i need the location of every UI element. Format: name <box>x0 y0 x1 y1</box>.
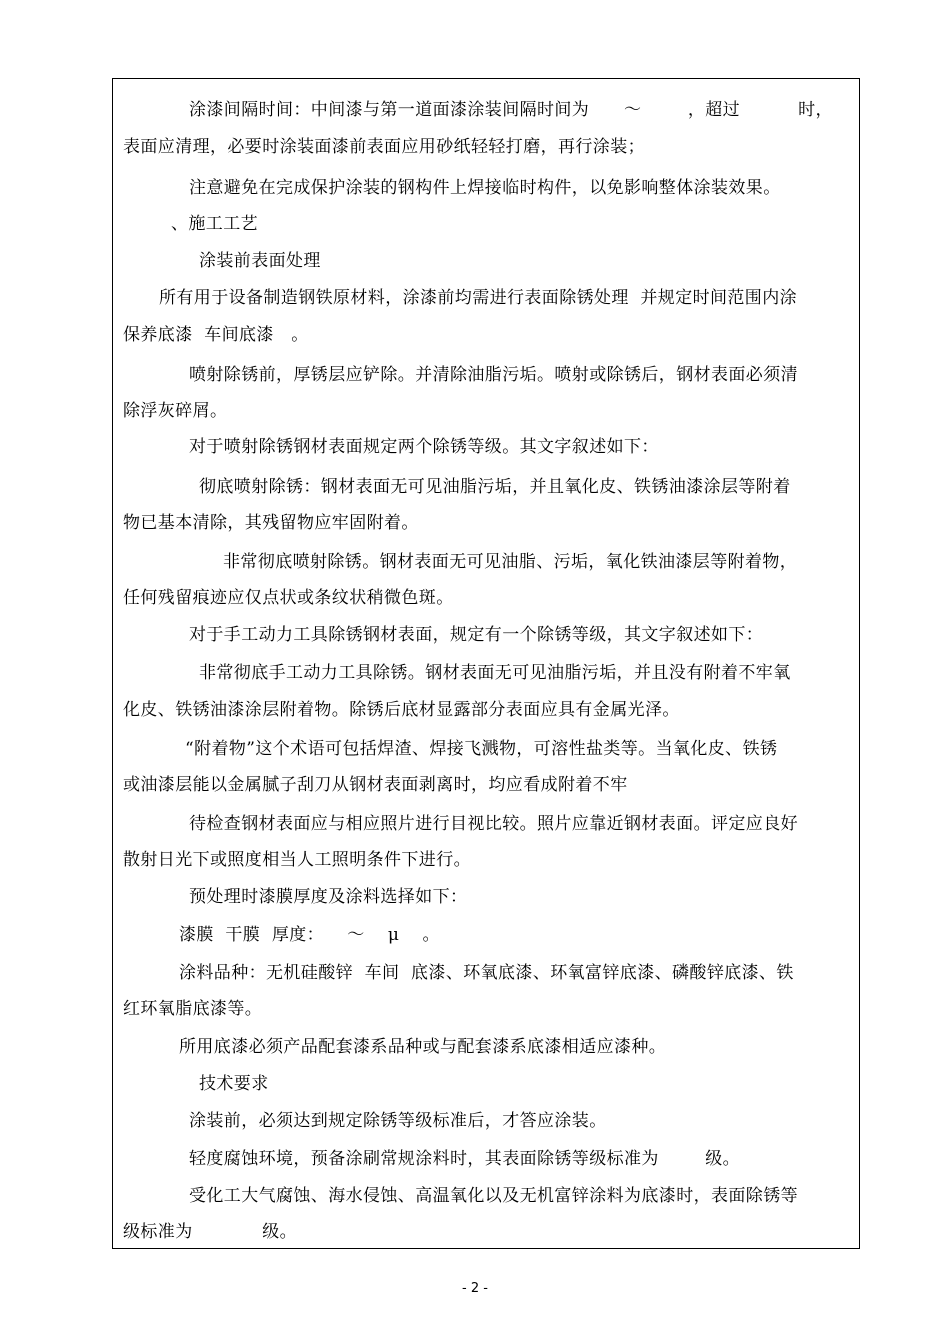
paragraph-line: 散射日光下或照度相当人工照明条件下进行。 <box>123 850 471 870</box>
paragraph-line: 漆膜 干膜 厚度： ～ μ 。 <box>179 925 440 945</box>
paragraph-line: 或油漆层能以金属腻子刮刀从钢材表面剥离时，均应看成附着不牢 <box>123 775 628 795</box>
paragraph-line: 级标准为 级。 <box>123 1222 298 1242</box>
paragraph-line: 涂装前，必须达到规定除锈等级标准后，才答应涂装。 <box>189 1111 607 1131</box>
subsection-heading: 涂装前表面处理 <box>199 251 321 271</box>
paragraph-line: 非常彻底手工动力工具除锈。钢材表面无可见油脂污垢，并且没有附着不牢氧 <box>199 663 791 683</box>
paragraph-line: 红环氧脂底漆等。 <box>123 999 263 1019</box>
paragraph-line: 受化工大气腐蚀、海水侵蚀、高温氧化以及无机富锌涂料为底漆时，表面除锈等 <box>189 1186 798 1206</box>
subsection-heading: 技术要求 <box>199 1074 269 1094</box>
page-number: - 2 - <box>462 1281 488 1296</box>
paragraph-line: 所有用于设备制造钢铁原材料，涂漆前均需进行表面除锈处理 并规定时间范围内涂 <box>159 288 798 308</box>
paragraph-line: 化皮、铁锈油漆涂层附着物。除锈后底材显露部分表面应具有金属光泽。 <box>123 700 680 720</box>
paragraph-line: 对于喷射除锈钢材表面规定两个除锈等级。其文字叙述如下： <box>189 437 659 457</box>
section-heading: 、施工工艺 <box>171 214 258 234</box>
paragraph-line: 所用底漆必须产品配套漆系品种或与配套漆系底漆相适应漆种。 <box>179 1037 667 1057</box>
paragraph-line: 轻度腐蚀环境，预备涂刷常规涂料时，其表面除锈等级标准为 级。 <box>189 1149 741 1169</box>
paragraph-line: 除浮灰碎屑。 <box>123 401 228 421</box>
paragraph-line: 预处理时漆膜厚度及涂料选择如下： <box>189 887 468 907</box>
paragraph-line: 非常彻底喷射除锈。钢材表面无可见油脂、污垢，氧化铁油漆层等附着物， <box>223 552 798 572</box>
paragraph-line: “附着物”这个术语可包括焊渣、焊接飞溅物，可溶性盐类等。当氧化皮、铁锈 <box>185 739 778 759</box>
paragraph-line: 涂料品种：无机硅酸锌 车间 底漆、环氧底漆、环氧富锌底漆、磷酸锌底漆、铁 <box>179 963 794 983</box>
paragraph-line: 对于手工动力工具除锈钢材表面，规定有一个除锈等级，其文字叙述如下： <box>189 625 764 645</box>
paragraph-line: 涂漆间隔时间：中间漆与第一道面漆涂装间隔时间为 ～ ，超过 时， <box>189 100 833 120</box>
paragraph-line: 任何残留痕迹应仅点状或条纹状稍微色斑。 <box>123 588 454 608</box>
paragraph-line: 彻底喷射除锈：钢材表面无可见油脂污垢，并且氧化皮、铁锈油漆涂层等附着 <box>199 477 791 497</box>
paragraph-line: 注意避免在完成保护涂装的钢构件上焊接临时构件，以免影响整体涂装效果。 <box>189 178 781 198</box>
paragraph-line: 保养底漆 车间底漆 。 <box>123 325 309 345</box>
paragraph-line: 表面应清理，必要时涂装面漆前表面应用砂纸轻轻打磨，再行涂装； <box>123 137 645 157</box>
page-border <box>112 78 860 1249</box>
paragraph-line: 待检查钢材表面应与相应照片进行目视比较。照片应靠近钢材表面。评定应良好 <box>189 814 798 834</box>
paragraph-line: 喷射除锈前，厚锈层应铲除。并清除油脂污垢。喷射或除锈后，钢材表面必须清 <box>189 365 798 385</box>
paragraph-line: 物已基本清除，其残留物应牢固附着。 <box>123 513 419 533</box>
